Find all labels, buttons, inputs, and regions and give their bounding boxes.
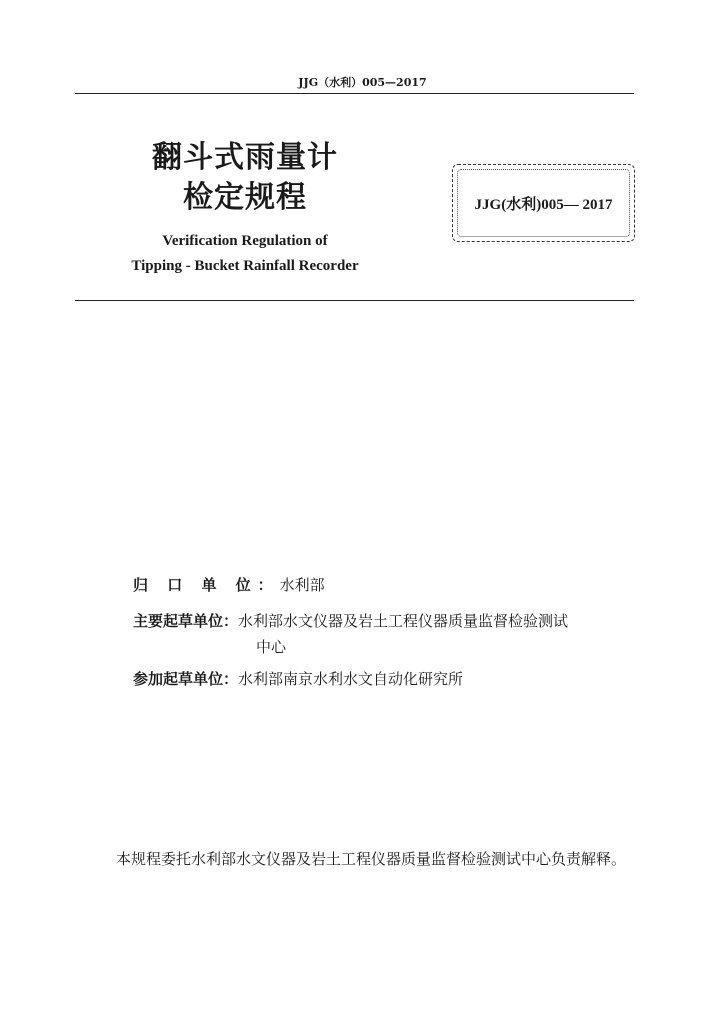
header-standard-code: JJG（水利）005—2017 (298, 76, 427, 89)
info-value-participating-drafter: 水利部南京水利水文自动化研究所 (238, 670, 464, 688)
info-value-main-drafter-continued: 中心 (256, 638, 287, 656)
info-row-main-drafter (133, 610, 568, 631)
info-value-main-drafter: 水利部水文仪器及岩土工程仪器质量监督检验测试 (238, 612, 569, 630)
title-chinese-line1: 翻斗式雨量计 (152, 140, 338, 175)
standard-code: JJG(水利)005— 2017 (474, 197, 613, 213)
title-english-line2: Tipping - Bucket Rainfall Recorder (131, 258, 359, 274)
header-rule (75, 93, 634, 94)
info-label-participating-drafter: 参加起草单位： (133, 670, 239, 688)
title-rule (75, 300, 634, 301)
info-value-authority: 水利部 (279, 576, 325, 594)
standard-code-box (452, 164, 635, 242)
title-english-line1: Verification Regulation of (162, 233, 328, 249)
info-row-participating-drafter (133, 668, 463, 689)
info-label-main-drafter: 主要起草单位： (133, 612, 239, 630)
title-chinese-line2: 检定规程 (183, 180, 307, 215)
info-row-authority (133, 574, 325, 595)
interpretation-note: 本规程委托水利部水文仪器及岩土工程仪器质量监督检验测试中心负责解释。 (116, 850, 627, 868)
info-label-authority: 归 口 单 位： (133, 576, 280, 594)
